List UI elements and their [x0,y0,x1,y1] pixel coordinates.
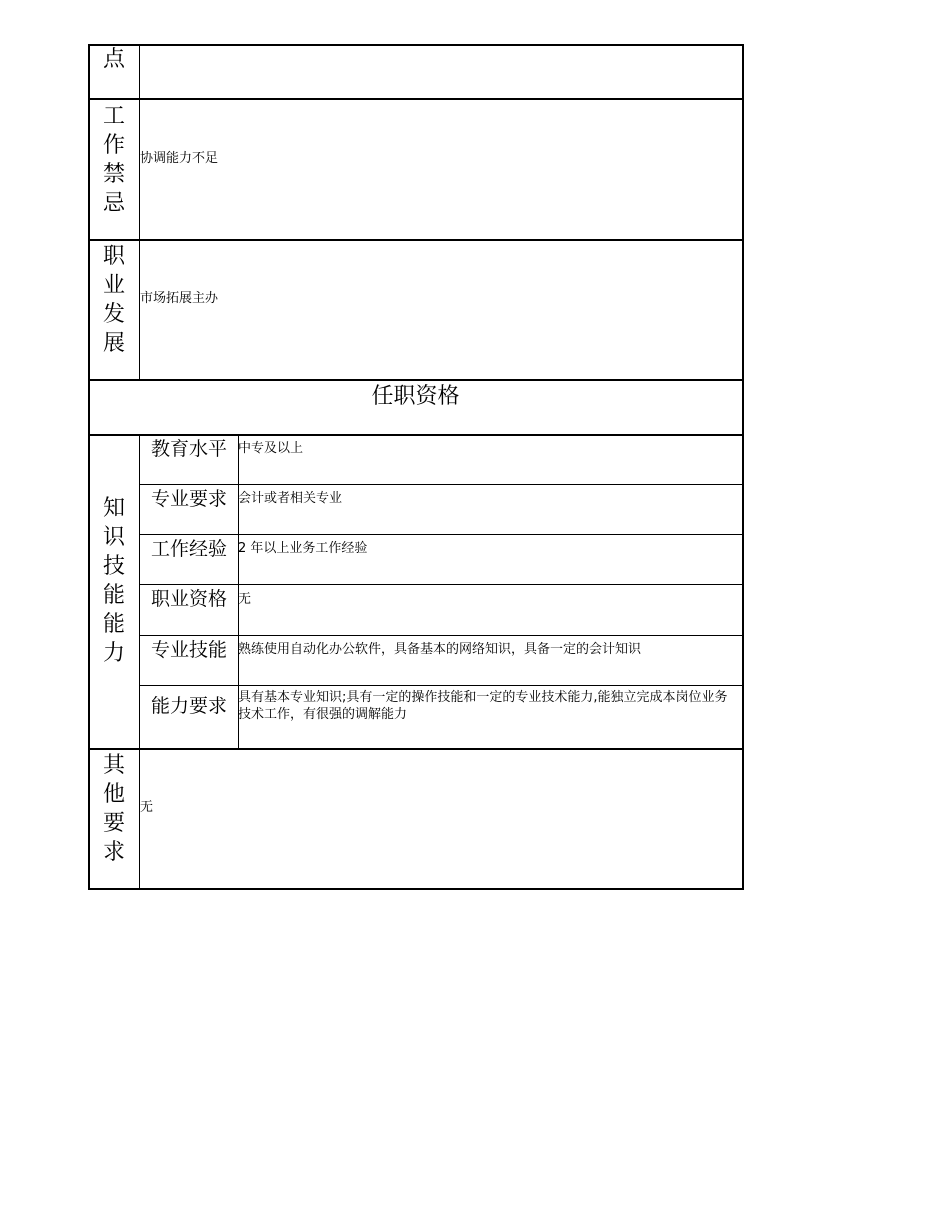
professional-qualification-label: 职业资格 [150,588,227,610]
education-level-value: 中专及以上 [238,441,304,456]
knowledge-skills-label: 知识技能能力 [102,496,125,666]
subrow-divider [139,635,743,636]
subrow-divider [139,584,743,585]
label-column-divider [139,44,140,380]
qualifications-section-title: 任职资格 [371,384,460,409]
row-divider [88,98,743,100]
other-requirements-label: 其他要求 [102,753,125,865]
professional-skills-label: 专业技能 [150,639,227,661]
table-border-bottom [88,888,743,890]
subrow-divider [139,484,743,485]
major-requirement-label: 专业要求 [150,488,227,510]
major-requirement-value: 会计或者相关专业 [238,491,343,506]
row-divider [88,748,743,750]
row-divider [88,434,743,436]
points-label: 点 [102,47,125,72]
education-level-label: 教育水平 [150,438,227,460]
ability-requirement-label: 能力要求 [150,695,227,717]
work-experience-value: 2 年以上业务工作经验 [238,541,368,556]
career-development-label: 职业发展 [102,244,125,356]
row-divider [88,379,743,381]
job-description-table [88,44,743,889]
professional-qualification-value: 无 [238,592,252,607]
table-border-top [88,44,743,46]
professional-skills-value: 熟练使用自动化办公软件，具备基本的网络知识，具备一定的会计知识 [238,642,642,657]
ability-requirement-value: 具有基本专业知识;具有一定的操作技能和一定的专业技术能力,能独立完成本岗位业务技术工作，有很强的调解能力 [238,690,728,722]
other-requirements-value: 无 [140,800,154,815]
row-divider [88,239,743,241]
subrow-divider [139,685,743,686]
work-experience-label: 工作经验 [150,538,227,560]
career-development-value: 市场拓展主办 [140,291,219,306]
subrow-divider [139,534,743,535]
table-border-right [742,44,744,890]
work-taboos-value: 协调能力不足 [140,151,219,166]
work-taboos-label: 工作禁忌 [102,104,125,216]
